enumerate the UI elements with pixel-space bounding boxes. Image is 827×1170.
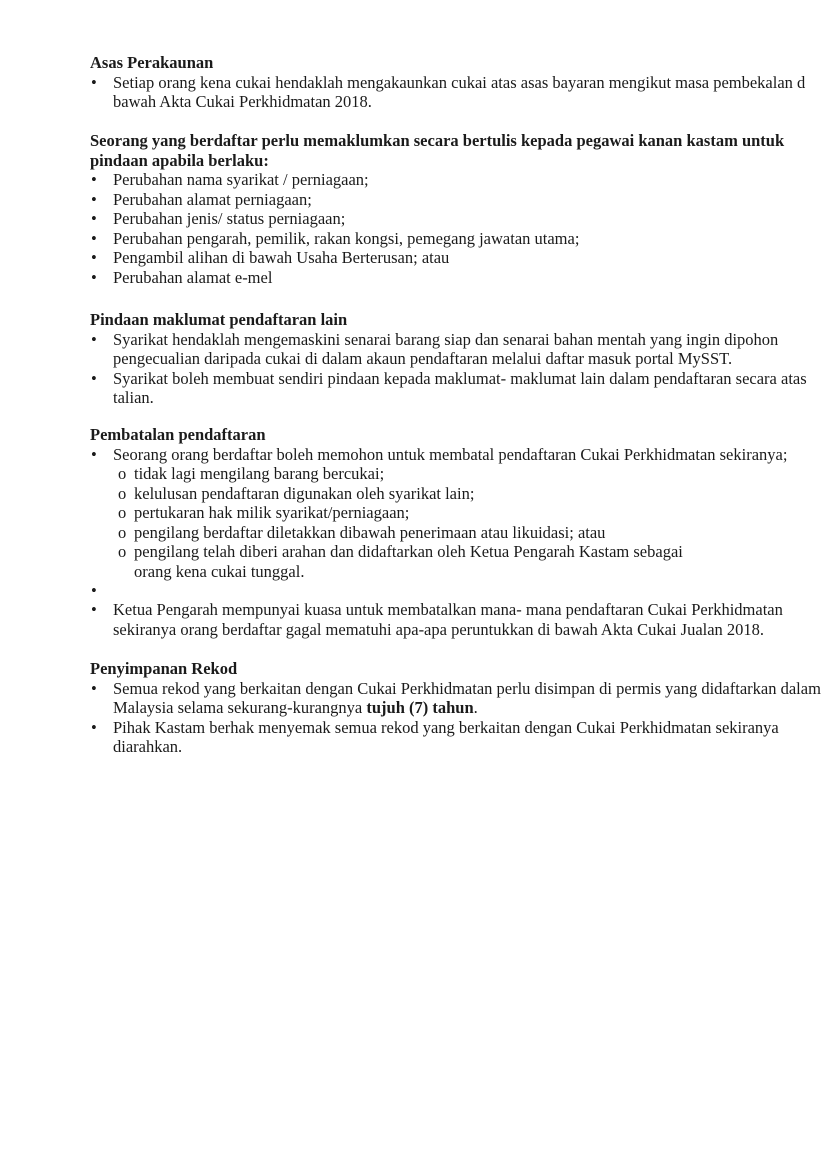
- asas-line-2: bawah Akta Cukai Perkhidmatan 2018.: [113, 92, 372, 111]
- rekod-item2-line1: • Pihak Kastam berhak menyemak semua rekod yang berkaitan dengan Cukai Perkhidmatan sekiranya: [113, 717, 779, 737]
- list-item: [90, 445, 827, 582]
- pembatalan-item1: • Seorang orang berdaftar boleh memohon untuk membatal pendaftaran Cukai Perkhidmatan sekiranya;: [113, 444, 788, 464]
- heading-pembatalan: Pembatalan pendaftaran: [90, 425, 266, 444]
- pembatalan-item2-line1: • Ketua Pengarah mempunyai kuasa untuk membatalkan mana- mana pendaftaran Cukai Perkhidmatan: [113, 600, 783, 619]
- asas-list: [90, 73, 827, 112]
- list-item: • Perubahan alamat e-mel: [90, 268, 827, 288]
- list-item: [90, 369, 827, 408]
- sub-last-line2: orang kena cukai tunggal.: [134, 561, 305, 581]
- sub-list-item: o kelulusan pendaftaran digunakan oleh syarikat lain;: [118, 484, 827, 504]
- list-item: [90, 600, 827, 639]
- sub-list-item: [118, 542, 827, 581]
- pindaan-item1-line1: • Syarikat hendaklah mengemaskini senarai barang siap dan senarai bahan mentah yang ingin dipohon: [113, 329, 779, 349]
- list-item: [90, 330, 827, 369]
- sub-list-item: o pertukaran hak milik syarikat/perniagaan;: [118, 503, 827, 523]
- list-item: [90, 679, 827, 718]
- rekod-item2-line2: diarahkan.: [113, 737, 183, 756]
- pindaan-list: [90, 330, 827, 408]
- section-penyimpanan-rekod: [90, 659, 827, 757]
- rekod-text: Malaysia selama sekurang-kurangnya: [113, 698, 363, 717]
- list-item: • Perubahan nama syarikat / perniagaan;: [90, 170, 827, 190]
- section-asas-perakaunan: [90, 53, 827, 112]
- heading-asas-perakaunan: Asas Perakaunan: [90, 53, 214, 72]
- heading-pemakluman-pindaan: [90, 131, 827, 170]
- list-spacer: [90, 581, 827, 600]
- section-pembatalan: [90, 425, 827, 639]
- pembatalan-sub-list: [118, 464, 827, 581]
- pindaan-item2-line2: talian.: [113, 388, 154, 407]
- pembatalan-item2-line2: sekiranya orang berdaftar gagal mematuhi apa-apa peruntukkan di bawah Akta Cukai Jualan 2018.: [113, 619, 765, 639]
- pembatalan-list: [90, 445, 827, 640]
- list-item: • Perubahan pengarah, pemilik, rakan kongsi, pemegang jawatan utama;: [90, 229, 827, 249]
- list-item: [90, 718, 827, 757]
- asas-line-1: • Setiap orang kena cukai hendaklah mengakaunkan cukai atas asas bayaran mengikut masa pembekalan d: [113, 72, 806, 92]
- list-item: • Perubahan alamat perniagaan;: [90, 190, 827, 210]
- heading-pindaan-maklumat: Pindaan maklumat pendaftaran lain: [90, 310, 348, 329]
- list-item: • Perubahan jenis/ status perniagaan;: [90, 209, 827, 229]
- heading-line-1: Seorang yang berdaftar perlu memaklumkan secara bertulis kepada pegawai kanan kastam untuk: [90, 131, 785, 150]
- sub-last-line1: o pengilang telah diberi arahan dan didaftarkan oleh Ketua Pengarah Kastam sebagai: [134, 542, 683, 561]
- rekod-item1-line1: • Semua rekod yang berkaitan dengan Cukai Perkhidmatan perlu disimpan di permis yang didaftarkan dalam: [113, 678, 821, 698]
- sub-list-item: o tidak lagi mengilang barang bercukai;: [118, 464, 827, 484]
- section-pemakluman-pindaan: [90, 131, 827, 287]
- heading-penyimpanan-rekod: Penyimpanan Rekod: [90, 659, 238, 678]
- rekod-item1-line2: [113, 698, 827, 718]
- sub-list-item: o pengilang berdaftar diletakkan dibawah penerimaan atau likuidasi; atau: [118, 523, 827, 543]
- rekod-period: .: [473, 698, 478, 717]
- list-item: [90, 73, 827, 112]
- pindaan-item1-line2: pengecualian daripada cukai di dalam akaun pendaftaran melalui daftar masuk portal MySST.: [113, 349, 733, 368]
- pindaan-item2-line1: • Syarikat boleh membuat sendiri pindaan kepada maklumat- maklumat lain dalam pendaftaran secara atas: [113, 368, 807, 388]
- rekod-list: [90, 679, 827, 757]
- heading-line-2: pindaan apabila berlaku:: [90, 150, 269, 170]
- rekod-duration-bold: tujuh (7) tahun: [366, 698, 474, 717]
- section-pindaan-maklumat: [90, 310, 827, 408]
- list-item: • Pengambil alihan di bawah Usaha Berterusan; atau: [90, 248, 827, 268]
- pindaan-cases-list: [90, 170, 827, 287]
